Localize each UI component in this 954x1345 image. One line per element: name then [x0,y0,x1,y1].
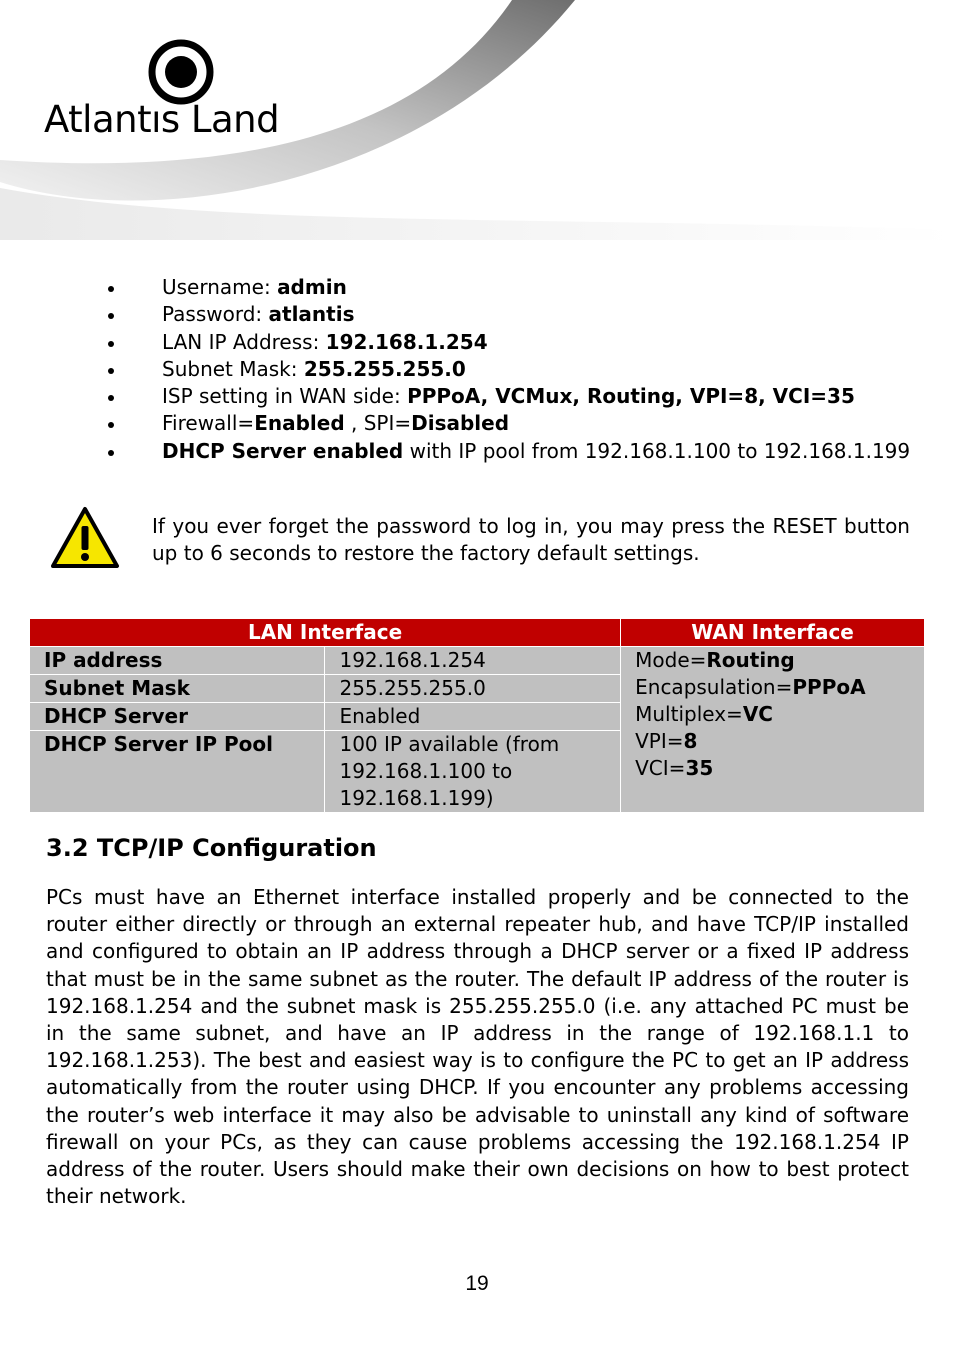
interface-table [29,618,925,813]
list-item: LAN IP Address: 192.168.1.254 [100,329,910,356]
list-item: DHCP Server enabled with IP pool from 192.168.1.100 to 192.168.1.199 [100,438,910,465]
row-value: 100 IP available (from 192.168.1.100 to 192.168.1.199) [325,731,621,813]
default-settings-list [100,274,910,465]
list-item: Password: atlantis [100,301,910,328]
row-label: IP address [30,647,325,675]
table-row [30,647,925,675]
row-label: DHCP Server [30,703,325,731]
wan-interface-header: WAN Interface [621,619,925,647]
lan-interface-header: LAN Interface [30,619,621,647]
list-item: Username: admin [100,274,910,301]
row-label: DHCP Server IP Pool [30,731,325,813]
list-item: Firewall=Enabled , SPI=Disabled [100,410,910,437]
list-item: ISP setting in WAN side: PPPoA, VCMux, Routing, VPI=8, VCI=35 [100,383,910,410]
list-item: Subnet Mask: 255.255.255.0 [100,356,910,383]
row-label: Subnet Mask [30,675,325,703]
brand-logo: Atlantıs Land [44,98,280,141]
warning-note: If you ever forget the password to log in, you may press the RESET button up to 6 seconds to restore the factory default settings. [152,514,910,565]
logo-mark-icon [152,43,210,101]
warning-icon [50,506,120,570]
row-value: 192.168.1.254 [325,647,621,675]
section-body: PCs must have an Ethernet interface installed properly and be connected to the router either directly or through an external repeater hub, and have TCP/IP installed and configured to obtain an IP address through a DHCP server or a fixed IP address that must be in the same subnet as the router. The default IP address of the router is 192.168.1.254 and the subnet mask is 255.255.255.0 (i.e. any attached PC must be in the same subnet, and have an IP address in the range of 192.168.1.1 to 192.168.1.253). The best and easiest way is to configure the PC to get an IP address automatically from the router using DHCP. If you encounter any problems accessing the router’s web interface it may also be advisable to uninstall any kind of software firewall on your PCs, as they can cause problems accessing the 192.168.1.254 IP address of the router. Users should make their own decisions on how to best protect their network. [46,885,909,1209]
row-value: 255.255.255.0 [325,675,621,703]
section-heading: 3.2 TCP/IP Configuration [46,834,377,862]
wan-details: Mode=Routing Encapsulation=PPPoA Multiplex=VC VPI=8 VCI=35 [621,647,925,813]
row-value: Enabled [325,703,621,731]
page-number: 19 [465,1272,489,1295]
